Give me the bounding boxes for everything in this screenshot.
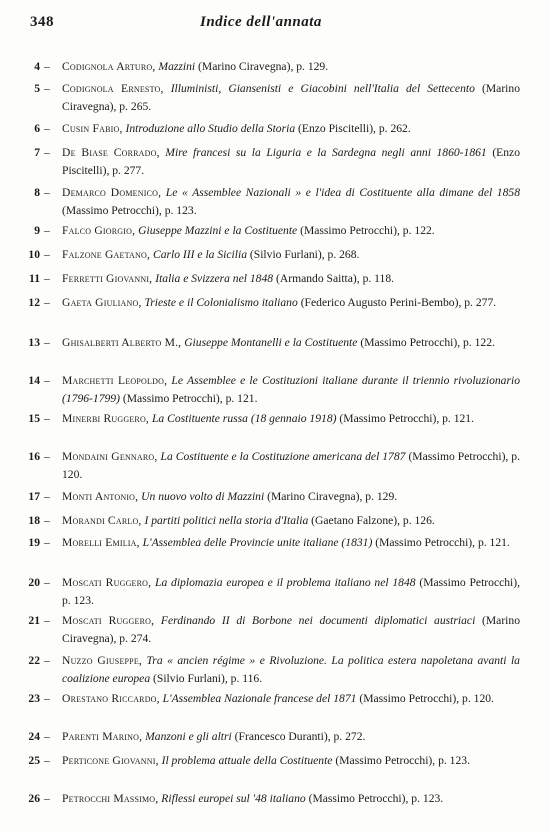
entry-review: (Massimo Petrocchi), p. 123. <box>335 754 470 767</box>
entry-text <box>62 372 520 407</box>
entry-text <box>62 120 520 138</box>
entry-title: Le « Assemblee Nazionali » e l'idea di Costituente alla dimane del 1858 <box>165 186 520 199</box>
entry-number: 14 <box>28 374 40 387</box>
entry-text <box>62 488 520 506</box>
entry-text <box>62 448 520 483</box>
entry-author: Perticone Giovanni, <box>62 754 159 767</box>
entry-dash: – <box>44 754 50 767</box>
entry-title: Manzoni e gli altri <box>145 730 232 743</box>
entry-dash: – <box>44 450 50 463</box>
entry-review: (Gaetano Falzone), p. 126. <box>311 514 435 527</box>
entry-number: 17 <box>28 490 40 503</box>
entry-author: Ghisalberti Alberto M., <box>62 336 182 349</box>
entry-author: Gaeta Giuliano, <box>62 296 142 309</box>
entry-number: 25 <box>28 754 40 767</box>
entry-number: 10 <box>28 248 40 261</box>
entry-title: Italia e Svizzera nel 1848 <box>155 272 274 285</box>
entry-title: Mire francesi su la Liguria e la Sardegna negli anni 1860-1861 <box>165 146 487 159</box>
entry-review: (Massimo Petrocchi), p. 123. <box>308 792 444 805</box>
entry-text <box>62 80 520 115</box>
entry-number: 20 <box>28 576 40 589</box>
entry-dash: – <box>44 654 50 667</box>
entry-dash: – <box>44 122 50 135</box>
entry-text <box>62 752 520 770</box>
entry-title: Giuseppe Mazzini e la Costituente <box>138 224 298 237</box>
entry-dash: – <box>44 614 50 627</box>
entry-dash: – <box>44 514 50 527</box>
entry-text <box>62 574 520 609</box>
entry-title: Illuministi, Giansenisti e Giacobini nell'Italia del Settecento <box>170 82 475 95</box>
entry-title: Introduzione allo Studio della Storia <box>125 122 296 135</box>
entry-dash: – <box>44 60 50 73</box>
entry-dash: – <box>44 792 50 805</box>
entry-review: (Armando Saitta), p. 118. <box>275 272 395 285</box>
entry-author: Mondaini Gennaro, <box>62 450 158 463</box>
entry-dash: – <box>44 576 50 589</box>
entry-author: De Biase Corrado, <box>62 146 160 159</box>
entry-review: (Enzo Piscitelli), p. 277. <box>62 146 520 177</box>
entry-review: (Massimo Petrocchi), p. 120. <box>62 450 520 481</box>
entry-dash: – <box>44 730 50 743</box>
entry-review: (Massimo Petrocchi), p. 121. <box>375 536 510 549</box>
entry-author: Codignola Ernesto, <box>62 82 164 95</box>
entry-number: 15 <box>28 412 40 425</box>
entry-number: 18 <box>28 514 40 527</box>
entry-title: L'Assemblea Nazionale francese del 1871 <box>162 692 357 705</box>
entry-text <box>62 222 520 240</box>
entry-review: (Federico Augusto Perini-Bembo), p. 277. <box>300 296 497 309</box>
entry-title: Un nuovo volto di Mazzini <box>141 490 265 503</box>
entry-review: (Silvio Furlani), p. 268. <box>249 248 360 261</box>
entry-text <box>62 652 520 687</box>
entry-number: 23 <box>28 692 40 705</box>
entry-dash: – <box>44 272 50 285</box>
entry-dash: – <box>44 224 50 237</box>
entry-title: La Costituente e la Costituzione americana del 1787 <box>160 450 406 463</box>
entry-text <box>62 512 520 530</box>
entry-number: 22 <box>28 654 40 667</box>
entry-dash: – <box>44 536 50 549</box>
entry-title: Mazzini <box>158 60 196 73</box>
entry-author: Marchetti Leopoldo, <box>62 374 168 387</box>
entry-review: (Silvio Furlani), p. 116. <box>153 671 263 685</box>
entry-title: Ferdinando II di Borbone nei documenti diplomatici austriaci <box>160 614 476 627</box>
entry-review: (Massimo Petrocchi), p. 121. <box>122 391 258 405</box>
entry-number: 9 <box>34 224 40 237</box>
entry-review: (Marino Ciravegna), p. 274. <box>62 614 520 645</box>
entry-title: La diplomazia europea e il problema italiano nel 1848 <box>155 576 416 589</box>
entry-text <box>62 612 520 647</box>
entry-dash: – <box>44 146 50 159</box>
entry-number: 7 <box>34 146 40 159</box>
entry-dash: – <box>44 186 50 199</box>
entry-review: (Massimo Petrocchi), p. 122. <box>360 336 495 349</box>
entry-author: Petrocchi Massimo, <box>62 792 159 805</box>
entry-text <box>62 58 520 76</box>
entry-dash: – <box>44 82 50 95</box>
entry-title: Carlo III e la Sicilia <box>152 248 247 261</box>
entry-dash: – <box>44 412 50 425</box>
entry-author: Morelli Emilia, <box>62 536 140 549</box>
entry-number: 13 <box>28 336 40 349</box>
entry-number: 11 <box>29 272 40 285</box>
entry-author: Moscati Ruggero, <box>62 576 152 589</box>
entry-title: I partiti politici nella storia d'Italia <box>144 514 309 527</box>
entry-text <box>62 690 520 708</box>
entry-dash: – <box>44 692 50 705</box>
entry-title: Il problema attuale della Costituente <box>161 754 333 767</box>
entry-text <box>62 334 520 352</box>
entry-author: Cusin Fabio, <box>62 122 123 135</box>
entry-review: (Massimo Petrocchi), p. 122. <box>300 224 435 237</box>
entry-review: (Massimo Petrocchi), p. 121. <box>339 412 475 425</box>
entry-text <box>62 184 520 219</box>
entry-author: Minerbi Ruggero, <box>62 412 150 425</box>
entry-number: 8 <box>34 186 40 199</box>
entry-review: (Enzo Piscitelli), p. 262. <box>298 122 411 135</box>
running-title: Indice dell'annata <box>200 14 322 30</box>
entry-text <box>62 534 520 552</box>
entry-number: 5 <box>34 82 40 95</box>
entry-author: Morandi Carlo, <box>62 514 142 527</box>
entry-author: Demarco Domenico, <box>62 186 162 199</box>
entry-author: Parenti Marino, <box>62 730 143 743</box>
entry-author: Codignola Arturo, <box>62 60 156 73</box>
entry-title: Riflessi europei sul '48 italiano <box>161 792 306 805</box>
entry-title: Le Assemblee e le Costituzioni italiane durante il triennio rivoluzionario (1796-1799) <box>62 374 520 405</box>
entry-title: La Costituente russa (18 gennaio 1918) <box>151 412 337 425</box>
entry-number: 26 <box>28 792 40 805</box>
entry-author: Nuzzo Giuseppe, <box>62 654 143 667</box>
entry-review: (Francesco Duranti), p. 272. <box>234 730 366 743</box>
entry-text <box>62 294 520 312</box>
entry-dash: – <box>44 296 50 309</box>
entry-review: (Marino Ciravegna), p. 129. <box>198 60 329 73</box>
entry-review: (Marino Ciravegna), p. 129. <box>267 490 398 503</box>
entry-dash: – <box>44 490 50 503</box>
entry-author: Falzone Gaetano, <box>62 248 151 261</box>
entry-title: Tra « ancien régime » e Rivoluzione. La politica estera napoletana avanti la coalizione europea <box>62 654 520 685</box>
entry-number: 19 <box>28 536 40 549</box>
entry-number: 6 <box>34 122 40 135</box>
entry-number: 12 <box>28 296 40 309</box>
entry-number: 21 <box>28 614 40 627</box>
entry-text <box>62 144 520 179</box>
entry-number: 16 <box>28 450 40 463</box>
entry-text <box>62 246 520 264</box>
entry-text <box>62 270 520 288</box>
entry-text <box>62 410 520 428</box>
entry-title: Trieste e il Colonialismo italiano <box>144 296 298 309</box>
entry-title: L'Assemblea delle Provincie unite italiane (1831) <box>142 536 373 549</box>
entry-author: Orestano Riccardo, <box>62 692 160 705</box>
entry-text <box>62 728 520 746</box>
entry-number: 4 <box>34 60 40 73</box>
entry-author: Monti Antonio, <box>62 490 139 503</box>
entry-dash: – <box>44 248 50 261</box>
page-number: 348 <box>30 14 54 30</box>
entry-author: Moscati Ruggero, <box>62 614 155 627</box>
entry-dash: – <box>44 336 50 349</box>
entry-author: Falco Giorgio, <box>62 224 136 237</box>
entry-review: (Massimo Petrocchi), p. 120. <box>359 692 494 705</box>
entry-dash: – <box>44 374 50 387</box>
entry-text <box>62 790 520 808</box>
entry-title: Giuseppe Montanelli e la Costituente <box>184 336 358 349</box>
entry-review: (Marino Ciravegna), p. 265. <box>62 82 520 113</box>
entry-number: 24 <box>28 730 40 743</box>
entry-review: (Massimo Petrocchi), p. 123. <box>62 576 521 607</box>
entry-author: Ferretti Giovanni, <box>62 272 153 285</box>
entry-review: (Massimo Petrocchi), p. 123. <box>62 203 197 217</box>
